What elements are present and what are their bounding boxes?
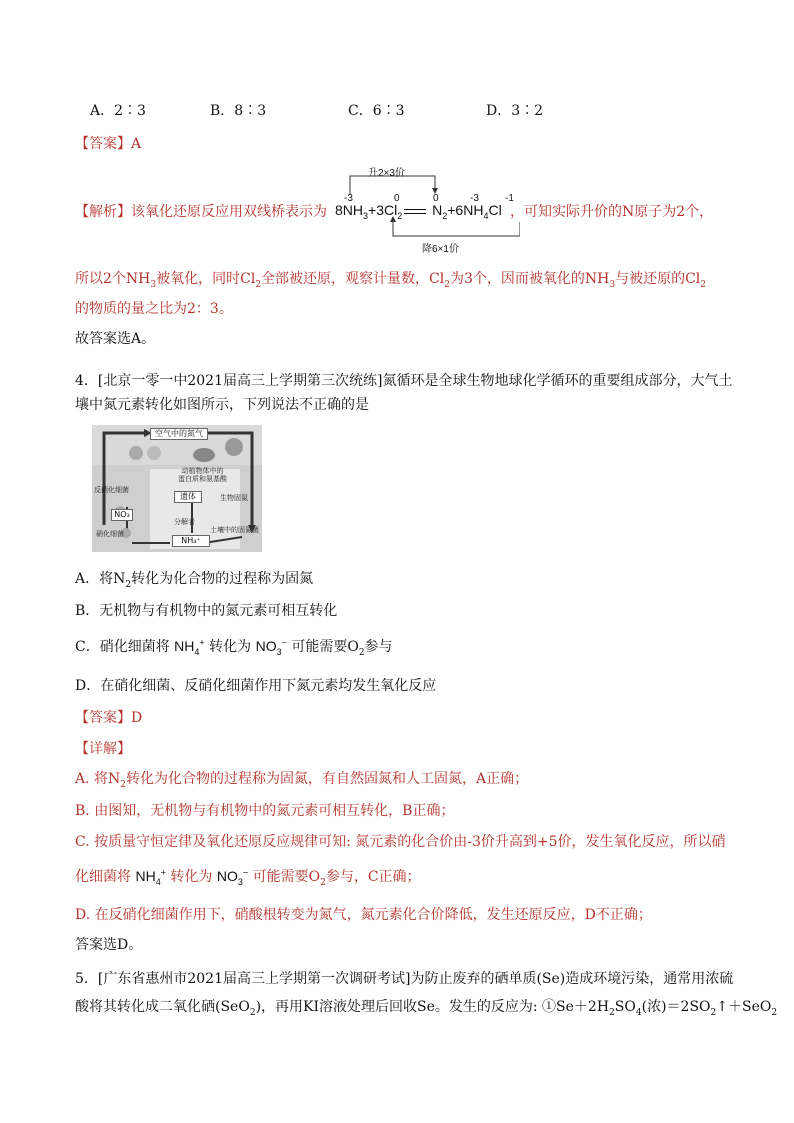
q4-option-c: C．硝化细菌将 $NH_4^+$ 转化为 $NO_3^-$ 可能需要$O_2$参与 (75, 637, 393, 658)
nitrogen-cycle-figure (92, 425, 262, 552)
option-a: A．2∶3 (90, 103, 146, 119)
q3-analysis-line1 (75, 201, 327, 221)
q4-detail-a: A. 将$N_2$转化为化合物的过程称为固氮，有自然固氮和人工固氮，A正确； (75, 771, 529, 790)
remains-box: 遗体 (174, 491, 202, 503)
q4-detail-label: 【详解】 (75, 741, 131, 757)
down-label: 降6×1价 (422, 244, 459, 255)
q4-detail-b: B. 由图知，无机物与有机物中的氮元素可相互转化，B正确； (75, 803, 455, 819)
q3-analysis-line2: 所以2个$NH_3$被氧化，同时$Cl_2$全部被还原，观察计量数，$Cl_2$为3个，因而被氧化的$NH_3$与被还原的$Cl_2$ (75, 271, 707, 290)
q4-answer: 【答案】D (75, 710, 143, 726)
q4-option-d: D．在硝化细菌、反硝化细菌作用下氮元素均发生氧化反应 (75, 678, 437, 694)
no3-box: NO₃ (111, 509, 133, 521)
no3-ion: $NO_3^-$ (216, 867, 249, 887)
soil-fixer-label: 土壤中的固氮菌 (210, 526, 259, 534)
ox-state-n2: 0 (433, 193, 439, 204)
q4-conclusion: 答案选D。 (75, 937, 143, 953)
option-d: D．3∶2 (486, 103, 544, 119)
ox-state-cl1: 0 (394, 193, 400, 204)
q4-detail-d: D. 在反硝化细菌作用下，硝酸根转变为氮气，氮元素化合价降低，发生还原反应，D不正确； (75, 907, 652, 923)
q4-option-b: B．无机物与有机物中的氮元素可相互转化 (75, 603, 338, 619)
equals-sign (404, 209, 426, 214)
q4-detail-c-2: 化细菌将 $NH_4^+$ 转化为 $NO_3^-$ 可能需要$O_2$参与，C正确； (75, 867, 421, 888)
nitrifying-label: 硝化细菌 (96, 530, 124, 538)
option-b: B．8∶3 (210, 103, 267, 119)
bio-fixation-label: 生物固氮 (220, 494, 248, 502)
equation-text: $8NH_3+3Cl_2$ $N_2+6NH_4Cl$ (335, 202, 502, 221)
up-label: 升2×3价 (368, 168, 405, 179)
air-nitrogen-box: 空气中的氮气 (150, 428, 208, 440)
analysis-text: 该氧化还原反应用双线桥表示为 (131, 204, 327, 220)
q3-answer (75, 133, 141, 153)
q4-stem-line1: 4．[北京一零一中2021届高三上学期第三次统练]氮循环是全球生物地球化学循环的重要组成部分，大气土 (75, 373, 733, 389)
decomposer-label: 分解者 (174, 518, 195, 526)
nh4-ion: $NH_4^+$ (174, 637, 205, 657)
nh4-box: NH₄⁺ (172, 535, 210, 547)
animal-protein-label: 动植物体中的 蛋白质和氨基酸 (178, 467, 227, 483)
ox-state-n3: -3 (470, 193, 479, 204)
answer-label: 【答案】 (75, 136, 131, 152)
ox-state-n1: -3 (344, 193, 353, 204)
no3-ion: $NO_3^-$ (255, 637, 287, 657)
nh4-ion: $NH_4^+$ (135, 867, 166, 887)
q5-line2: 酸将其转化成二氧化硒(SeO$_2$)，再用KI溶液处理后回收Se。发生的反应为: $①Se+2H_2SO_4$(浓)$=2SO_2↑+SeO_2$ (75, 999, 778, 1018)
redox-equation (330, 160, 520, 255)
q3-analysis-line1-end: ，可知实际升价的N原子为2个， (510, 204, 714, 220)
q4-stem-line2: 壤中氮元素转化如图所示，下列说法不正确的是 (75, 397, 369, 413)
denitrifying-label: 反硝化细菌 (94, 486, 129, 494)
q4-detail-c-1: C. 按质量守恒定律及氧化还原反应规律可知: 氮元素的化合价由-3价升高到+5价，发生氧化反应，所以硝 (75, 834, 726, 850)
q4-option-a: A．将$N_2$转化为化合物的过程称为固氮 (75, 571, 314, 590)
option-c: C．6∶3 (348, 103, 405, 119)
q3-analysis-line3: 的物质的量之比为2：3。 (75, 301, 233, 317)
q3-conclusion: 故答案选A。 (75, 331, 156, 347)
answer-value: A (131, 136, 142, 152)
analysis-label: 【解析】 (75, 204, 131, 220)
q5-line1: 5．[广东省惠州市2021届高三上学期第一次调研考试]为防止废弃的硒单质(Se)造成环境污染，通常用浓硫 (75, 971, 734, 987)
ox-state-cl2: -1 (505, 193, 514, 204)
